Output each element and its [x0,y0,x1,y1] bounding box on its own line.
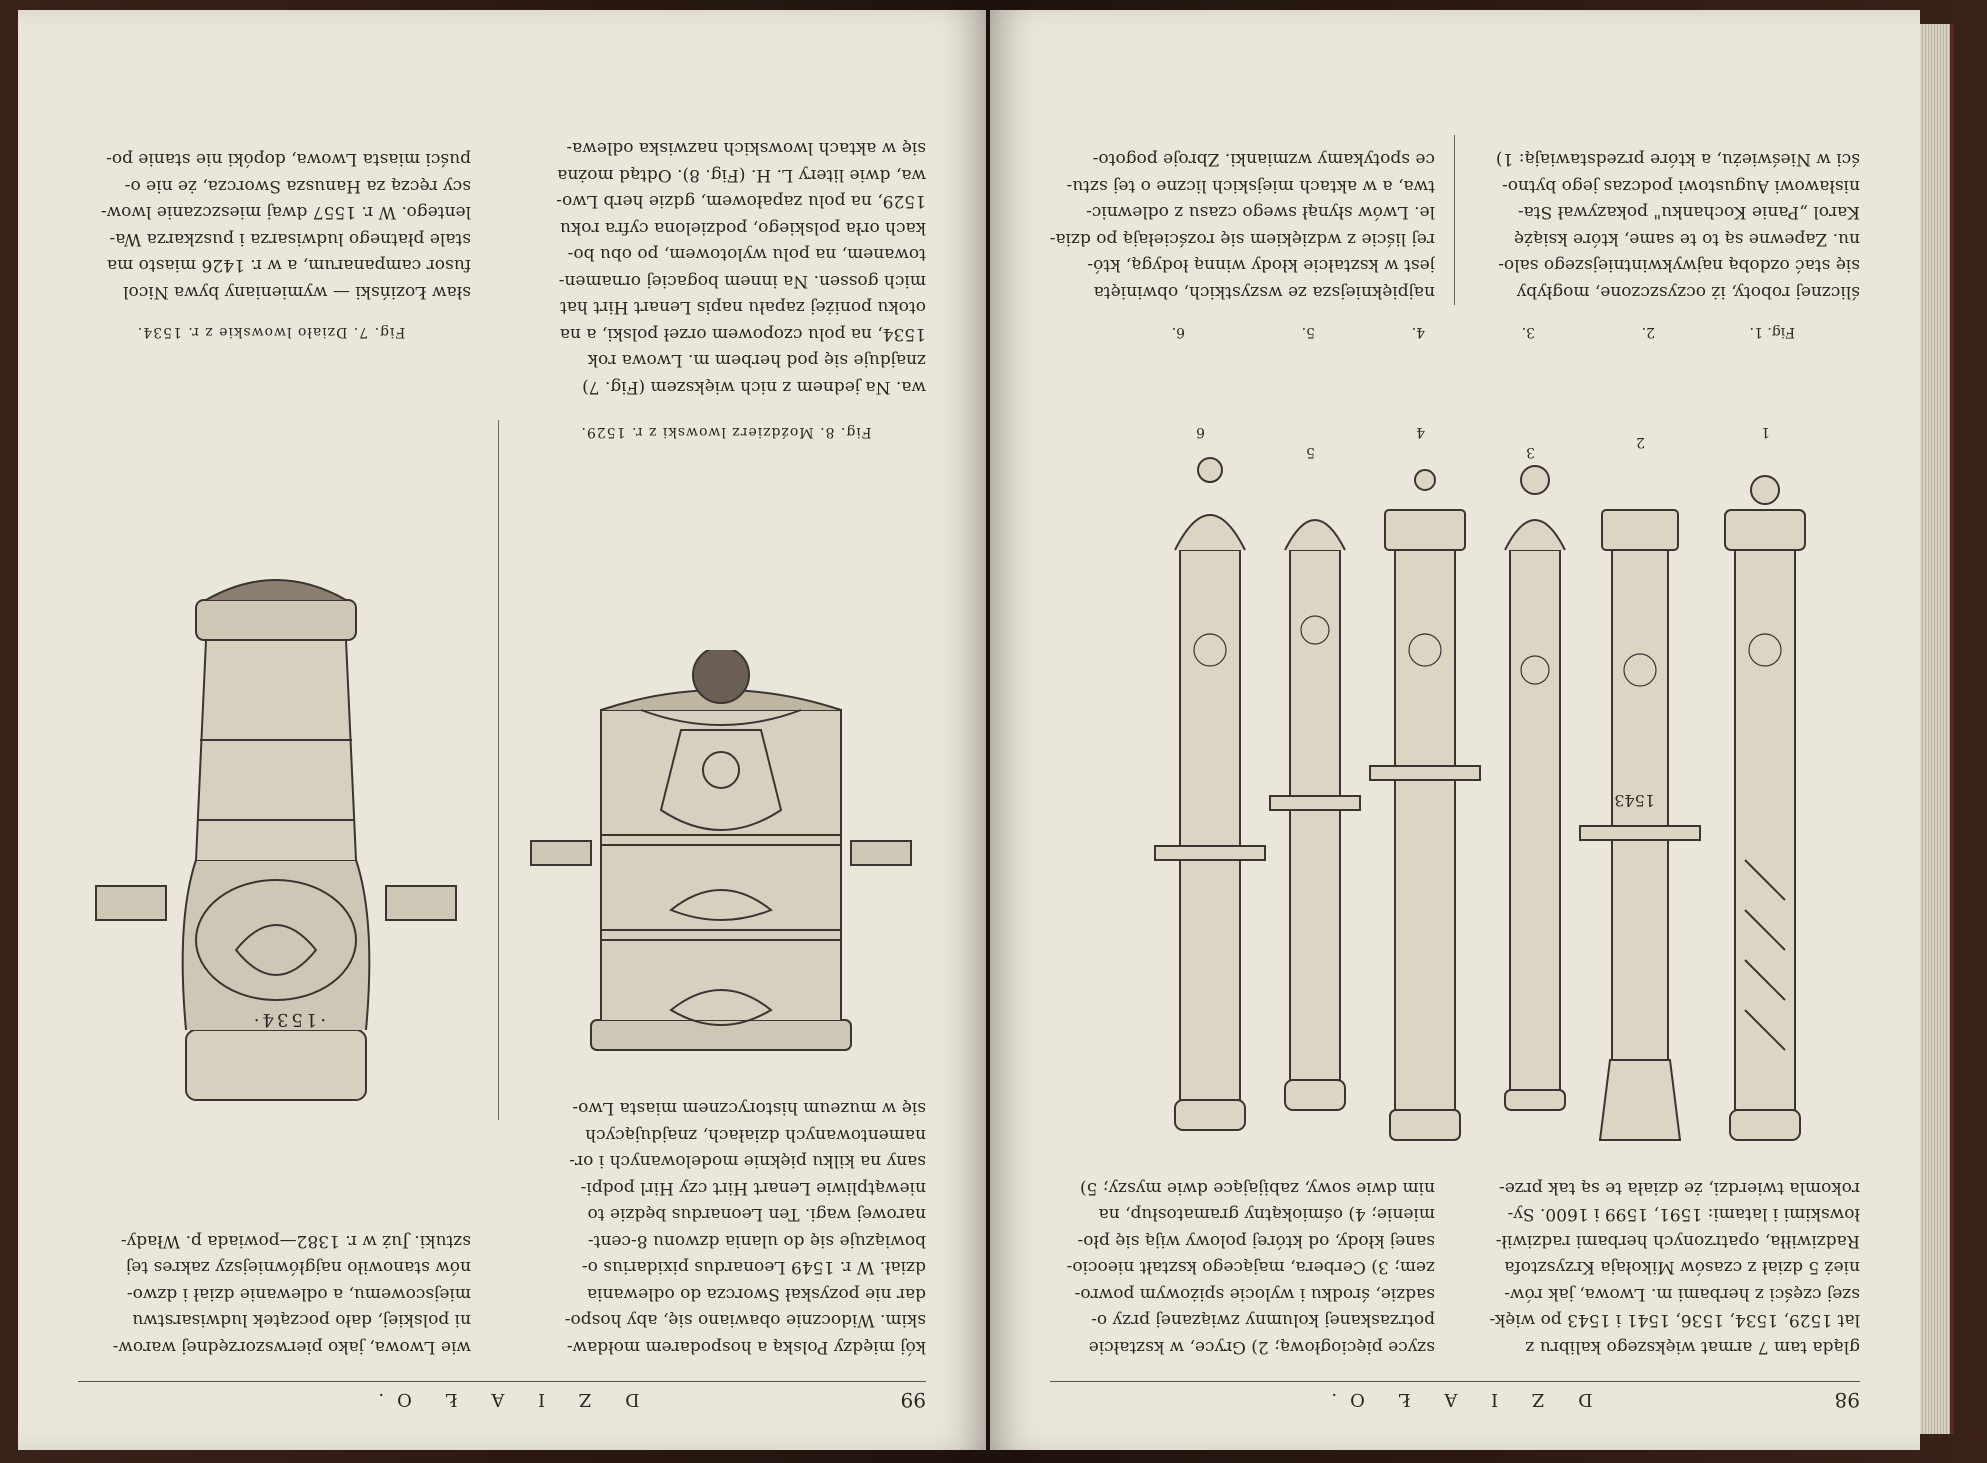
cannon-number-1: 1 [1761,424,1770,440]
cannon-number-5: 5 [1306,444,1315,460]
book-page-edges [1920,24,1954,1434]
text-column-right-top: wie Lwowa, jako pierwszorzędnej warow- ni polskiej, dało początek ludwisarstwu miejscowemu, a odlewanie dział i dzwo- nów stanowiło najgłówniejszy zakres tej sztuki. Już w r. 1382—powiada p. Włady- [112,1231,471,1357]
text-column-right-bottom: najpiękniejsza ze wszystkich, obwinięta jest w kształcie kłody winną łodygą, któ- rej liście z wdziękiem się rozściełają po dzia- le. Lwów słynął swego czasu z odlewnic- twa, a w aktach miejskich liczne o tej sztu- ce spotykamy wzmianki. Zbroje pogoto- [1050,149,1435,302]
text-column-right-top: szyce pięciogłową; 2) Gryce, w kształcie potrzaskanej kolumny związanej przy o- sadzie, środku i wylocie spiżowym powro- zem; 3) Cerbera, mającego kształt nieocio- sanej kłody, od której polowy wiją się pło- mienie; 4) ośmiokątny gramatosłup, na nim dwie sowy, zabijające dwie myszy; 5) [1066,1178,1435,1357]
fig-label-4: 4. [1411,324,1425,340]
fig-label-6: 6. [1171,324,1185,340]
fig-label-5: 5. [1301,324,1315,340]
running-head-title: D Z I A Ł O. [1317,1389,1593,1410]
cannon-date-label: ·1534· [250,1009,326,1030]
cannon-number-6: 6 [1196,424,1205,440]
cannon-number-4: 4 [1416,424,1425,440]
six-cannons-illustration [1070,450,1830,1170]
text-column-left-top: kój między Polską a hospodarem mołdaw- skim. Widocznie obawiano się, aby hospo- dar nie pozyskał Sworcza do odlewania dział. W r. 1549 Leonardus pixidarius o- bowiązuje się do ulania dzwonu 8-cent- narowej wagi. Ten Leonardus będzie to niewątpliwie Lenart Hirt czy Hirl podpi- sany na kilku pięknie modelowanych i or- namentowanych działach, znajdujących się w muzeum historycznem miasta Lwo- [564,1098,926,1357]
left-page [18,10,986,1450]
text-column-right-bottom: sław Łoziński — wymieniany bywa Nicol fusor campanarum, a w r. 1426 miasto ma stale płatnego ludwisarza i puszkarza Wa- lentego. W r. 1557 dwaj mieszczanie lwow- scy ręczą za Hanusza Sworcza, że nie o- puści miasta Lwowa, dopóki nie stanie po- [100,149,471,302]
right-page [990,10,1920,1450]
column-divider [498,420,499,1120]
page-number: 98 [1834,1388,1860,1412]
running-head-title: D Z I A Ł O. [364,1389,640,1410]
text-column-left-bottom: ślicznej roboty, iż oczyszczone, mogłyby się stać ozdobą najwykwintniejszego salo- nu. Zapewne są to te same, które książę Karol „Panie Kochanku" pokazywał Sta- nisławowi Augustowi podczas jego bytno- ści w Nieświeżu, a które przedstawiają: 1) [1495,149,1860,302]
right-page-content [990,10,1920,1450]
fig-label-1: Fig. 1. [1749,324,1795,340]
cannon-number-2: 2 [1636,434,1645,450]
page-number: 99 [900,1388,926,1412]
cannon-date-label: 1543 [1614,791,1655,810]
fig-label-3: 3. [1521,324,1535,340]
mortar-illustration [521,650,921,1070]
fig7-caption: Fig. 7. Działo lwowskie z r. 1534. [136,324,406,340]
fig8-caption: Fig. 8. Moździerz lwowski z r. 1529. [580,424,872,440]
fig-label-2: 2. [1641,324,1655,340]
cannon-number-3: 3 [1526,444,1535,460]
left-page-content [18,10,986,1450]
column-divider [1454,135,1455,305]
cannon-illustration [86,560,466,1120]
text-column-left-bottom: wa. Na jednem z nich większem (Fig. 7) znajduje się pod herbem m. Lwowa rok 1534, na polu czopowem orzeł polski, a na otoku poniżej zapału napis Lenart Hirt hat mich gossen. Na innem bogaciej ornamen- towanem, na polu wylotowem, po obu bo- kach orła polskiego, podzielona cyfra roku 1529, na polu zapałowem, gdzie herb Lwo- wa, dwie litery L. H. (Fig. 8). Odtąd można się w aktach lwowskich nazwiska odlewa- [556,138,926,397]
running-head [1050,1381,1860,1412]
running-head [78,1381,926,1412]
text-column-left-top: gląda tam 7 armat większego kalibru z lat 1529, 1534, 1536, 1541 i 1543 po więk- szej części z herbami m. Lwowa, jak rów- nież 5 dział z czasów Mikołaja Krzysztofa Radziwiłła, opatrzonych herbami radziwił- łowskimi i latami: 1591, 1599 i 1600. Sy- rokomla twierdzi, że działa te są tak prze- [1489,1178,1860,1357]
